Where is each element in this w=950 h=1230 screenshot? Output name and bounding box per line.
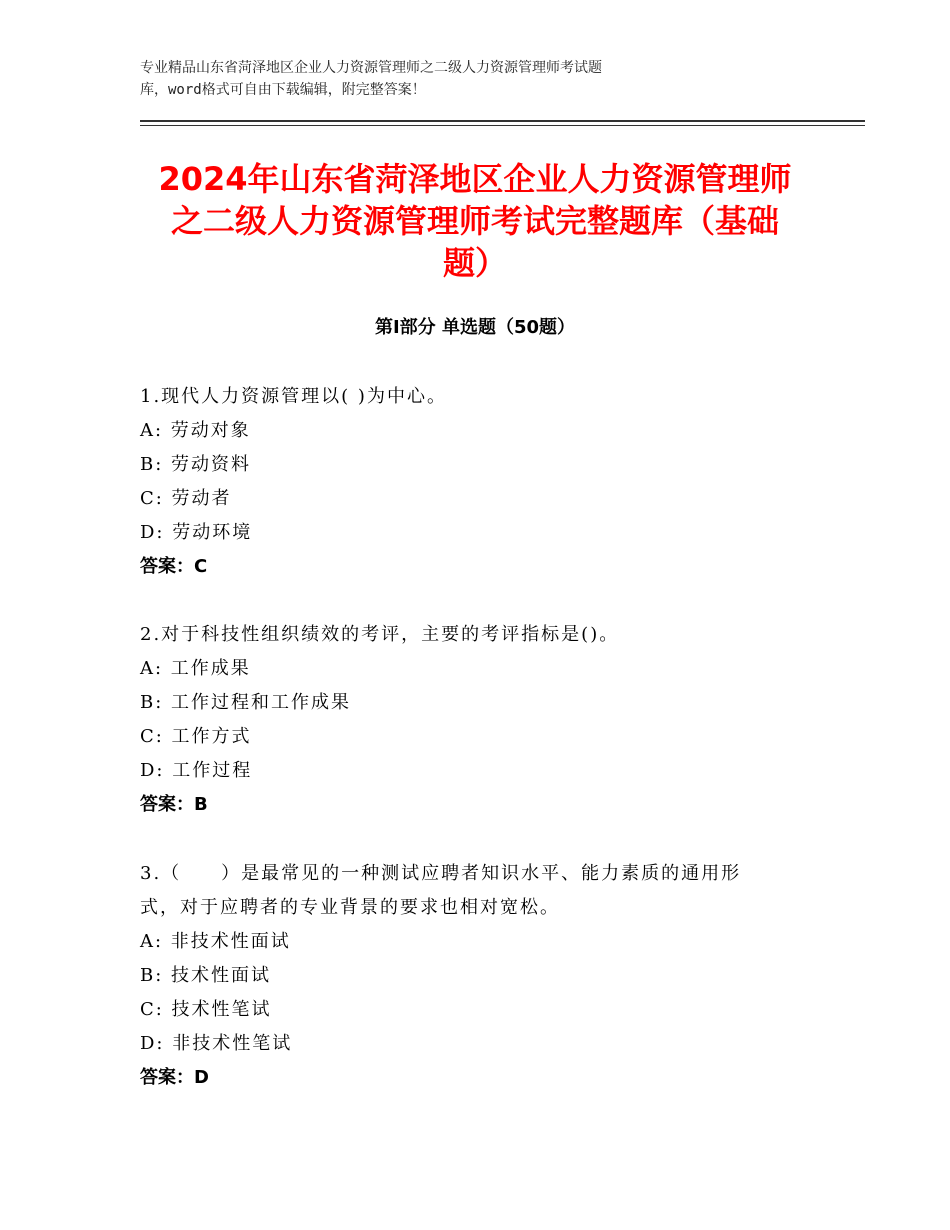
question-3 — [140, 857, 840, 1095]
document-title — [120, 158, 830, 284]
document-title-line-2: 之二级人力资源管理师考试完整题库（基础 — [170, 202, 779, 240]
answer: 答案：B — [140, 794, 208, 815]
option-a: A: 劳动对象 — [140, 420, 251, 441]
option-c: C: 技术性笔试 — [140, 999, 272, 1020]
option-a: A: 非技术性面试 — [140, 931, 291, 952]
header-note — [140, 57, 840, 101]
option-d: D: 非技术性笔试 — [140, 1033, 293, 1054]
option-d: D: 工作过程 — [140, 760, 253, 781]
header-note-line-1: 专业精品山东省菏泽地区企业人力资源管理师之二级人力资源管理师考试题 — [140, 60, 602, 76]
question-1 — [140, 380, 840, 584]
document-title-line-3: 题） — [442, 244, 507, 282]
option-a: A: 工作成果 — [140, 658, 251, 679]
header-note-line-2: 库，word格式可自由下载编辑，附完整答案！ — [140, 82, 426, 98]
question-stem-line-1: 3.（ ）是最常见的一种测试应聘者知识水平、能力素质的通用形 — [140, 863, 742, 884]
document-title-line-1: 2024年山东省菏泽地区企业人力资源管理师 — [158, 160, 792, 198]
option-b: B: 劳动资料 — [140, 454, 252, 475]
section-title: 第Ⅰ部分 单选题（50题） — [374, 317, 575, 338]
header-divider-thin — [140, 125, 865, 126]
answer: 答案：C — [140, 556, 208, 577]
option-c: C: 劳动者 — [140, 488, 232, 509]
question-stem: 2.对于科技性组织绩效的考评，主要的考评指标是()。 — [140, 624, 620, 645]
header-divider-thick — [140, 120, 865, 122]
question-stem: 1.现代人力资源管理以( )为中心。 — [140, 386, 447, 407]
option-b: B: 技术性面试 — [140, 965, 272, 986]
question-stem-line-2: 式，对于应聘者的专业背景的要求也相对宽松。 — [140, 897, 560, 918]
option-b: B: 工作过程和工作成果 — [140, 692, 352, 713]
option-c: C: 工作方式 — [140, 726, 252, 747]
question-2 — [140, 618, 840, 822]
option-d: D: 劳动环境 — [140, 522, 253, 543]
answer: 答案：D — [140, 1067, 209, 1088]
